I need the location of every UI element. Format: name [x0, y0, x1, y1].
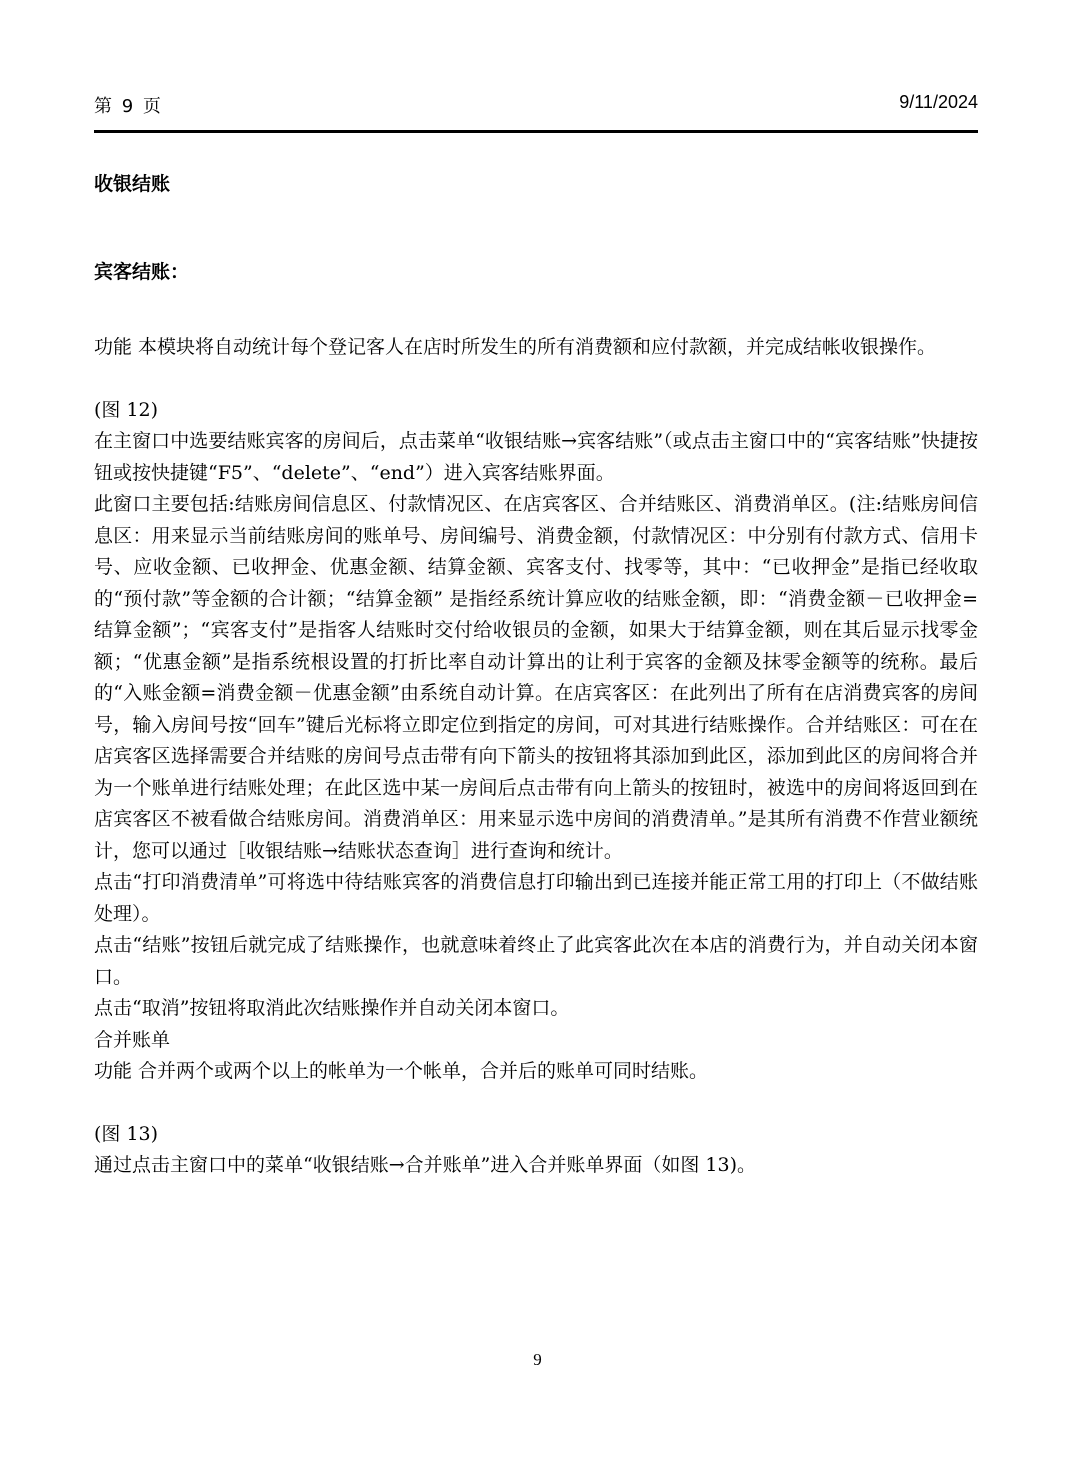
step-enter-paragraph: 在主窗口中选要结账宾客的房间后，点击菜单“收银结账→宾客结账”（或点击主窗口中的“宾客结账”快捷按钮或按快捷键“F5”、“delete”、“end”）进入宾客结账界面。: [94, 430, 978, 484]
step-print-paragraph: 点击“打印消费清单”可将选中待结账宾客的消费信息打印输出到已连接并能正常工用的打印上（不做结账处理）。: [94, 871, 978, 925]
intro-paragraph: 功能 本模块将自动统计每个登记客人在店时所发生的所有消费额和应付款额，并完成结帐收银操作。: [94, 336, 937, 358]
figure-13-caption: (图 13): [94, 1122, 159, 1145]
figure-12-caption: (图 12): [94, 398, 159, 421]
merge-intro-paragraph: 功能 合并两个或两个以上的帐单为一个帐单，合并后的账单可同时结账。: [94, 1060, 709, 1082]
subsection-title: 宾客结账：: [94, 261, 190, 283]
merge-step-paragraph: 通过点击主窗口中的菜单“收银结账→合并账单”进入合并账单界面（如图 13)。: [94, 1154, 756, 1176]
page-header: [94, 90, 978, 133]
section-title: 收银结账: [94, 173, 171, 195]
merge-title: 合并账单: [94, 1028, 171, 1051]
header-date: 9/11/2024: [899, 92, 978, 112]
window-description-paragraph: 此窗口主要包括:结账房间信息区、付款情况区、在店宾客区、合并结账区、消费消单区。(注:结账房间信息区：用来显示当前结账房间的账单号、房间编号、消费金额，付款情况区：中分别有付款方式、信用卡号、应收金额、已收押金、优惠金额、结算金额、宾客支付、找零等，其中：“已收押金”是指已经收取的“预付款”等金额的合计额；“结算金额” 是指经系统计算应收的结账金额，即：“消费金额－已收押金=结算金额”；“宾客支付”是指客人结账时交付给收银员的金额，如果大于结算金额，则在其后显示找零金额；“优惠金额”是指系统根设置的打折比率自动计算出的让利于宾客的金额及抹零金额等的统称。最后的“入账金额=消费金额－优惠金额”由系统自动计算。在店宾客区：在此列出了所有在店消费宾客的房间号，输入房间号按“回车”键后光标将立即定位到指定的房间，可对其进行结账操作。合并结账区：可在在店宾客区选择需要合并结账的房间号点击带有向下箭头的按钮将其添加到此区，添加到此区的房间将合并为一个账单进行结账处理；在此区选中某一房间后点击带有向上箭头的按钮时，被选中的房间将返回到在店宾客区不被看做合结账房间。消费消单区：用来显示选中房间的消费清单。”是其所有消费不作营业额统计，您可以通过［收银结账→结账状态查询］进行查询和统计。: [94, 493, 978, 862]
step-checkout-paragraph: 点击“结账”按钮后就完成了结账操作，也就意味着终止了此宾客此次在本店的消费行为，并自动关闭本窗口。: [94, 934, 978, 988]
page-label: 第 9 页: [94, 96, 163, 117]
page-content: [94, 169, 978, 1182]
step-cancel-paragraph: 点击“取消”按钮将取消此次结账操作并自动关闭本窗口。: [94, 997, 570, 1019]
page-number: 9: [533, 1350, 542, 1369]
